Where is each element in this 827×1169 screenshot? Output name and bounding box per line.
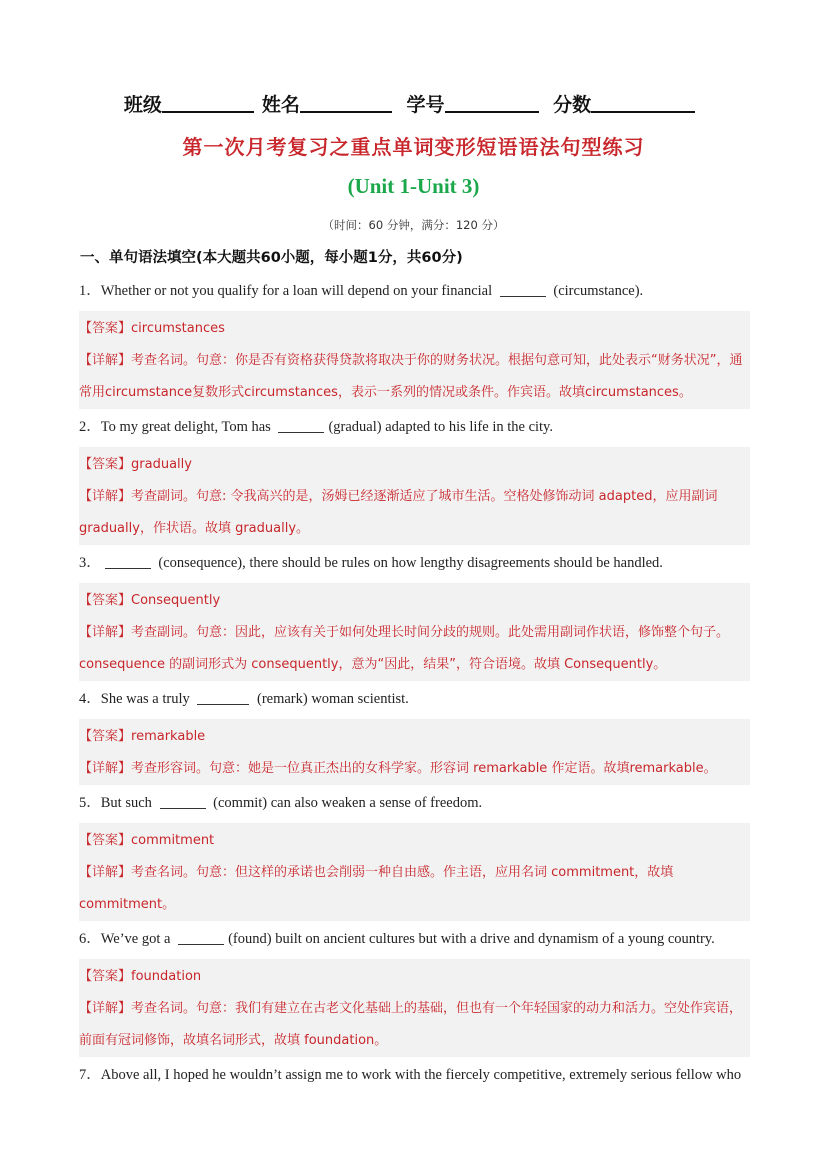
question-stem: 7．Above all, I hoped he wouldn’t assign me to work with the fiercely competitive, extremely serious fellow who bbox=[79, 1067, 742, 1083]
answer-box bbox=[79, 447, 750, 545]
question-item bbox=[79, 551, 750, 681]
detail-tag: 【详解】 bbox=[79, 489, 132, 504]
question-text bbox=[79, 1063, 750, 1095]
question-hint: (commit) can also weaken a sense of freedom. bbox=[213, 795, 483, 811]
answer-line bbox=[79, 585, 748, 617]
answer-blank bbox=[178, 930, 224, 945]
question-text bbox=[79, 415, 750, 447]
detail-text: 考查副词。句意：因此，应该有关于如何处理长时间分歧的规则。此处需用副词作状语，修饰整个句子。consequence 的副词形式为 consequently，意为“因此，结果”，符合语境。故填 Consequently。 bbox=[79, 625, 730, 672]
section-heading: 一、单句语法填空(本大题共60小题，每小题1分，共60分) bbox=[80, 250, 463, 266]
question-text bbox=[79, 927, 750, 959]
answer-box bbox=[79, 311, 750, 409]
answer-value: commitment bbox=[131, 833, 215, 848]
answer-blank bbox=[278, 418, 324, 433]
answer-value: gradually bbox=[131, 457, 192, 472]
score-label: 分数 bbox=[553, 94, 592, 116]
class-blank bbox=[162, 95, 254, 113]
question-stem: 2．To my great delight, Tom has bbox=[79, 419, 271, 435]
question-item bbox=[79, 927, 750, 1057]
question-hint: (found) built on ancient cultures but with a drive and dynamism of a young country. bbox=[228, 931, 715, 947]
number-label: 学号 bbox=[406, 94, 445, 116]
answer-tag: 【答案】 bbox=[79, 593, 132, 608]
question-stem: 5．But such bbox=[79, 795, 152, 811]
time-note: （时间：60 分钟，满分：120 分） bbox=[322, 218, 505, 232]
detail-line bbox=[79, 753, 748, 785]
detail-tag: 【详解】 bbox=[79, 353, 132, 368]
answer-value: remarkable bbox=[131, 729, 206, 744]
question-item bbox=[79, 687, 750, 785]
answer-tag: 【答案】 bbox=[79, 969, 132, 984]
answer-tag: 【答案】 bbox=[79, 833, 132, 848]
answer-value: foundation bbox=[131, 969, 202, 984]
detail-text: 考查名词。句意：我们有建立在古老文化基础上的基础，但也有一个年轻国家的动力和活力。空处作宾语，前面有冠词修饰，故填名词形式，故填 foundation。 bbox=[79, 1001, 743, 1048]
question-text bbox=[79, 687, 750, 719]
answer-value: circumstances bbox=[131, 321, 225, 336]
question-text bbox=[79, 279, 750, 311]
detail-text: 考查名词。句意：你是否有资格获得贷款将取决于你的财务状况。根据句意可知，此处表示“财务状况”，通常用circumstance复数形式circumstances，表示一系列的情况或条件。作宾语。故填circumstances。 bbox=[79, 353, 743, 400]
question-stem: 4．She was a truly bbox=[79, 691, 190, 707]
detail-text: 考查副词。句意: 令我高兴的是，汤姆已经逐渐适应了城市生活。空格处修饰动词 adapted，应用副词 gradually，作状语。故填 gradually。 bbox=[79, 489, 718, 536]
detail-text: 考查名词。句意：但这样的承诺也会削弱一种自由感。作主语，应用名词 commitment，故填commitment。 bbox=[79, 865, 674, 912]
detail-line bbox=[79, 481, 748, 545]
question-item bbox=[79, 279, 750, 409]
answer-line bbox=[79, 313, 748, 345]
question-stem: 1．Whether or not you qualify for a loan will depend on your financial bbox=[79, 283, 493, 299]
detail-text: 考查形容词。句意：她是一位真正杰出的女科学家。形容词 remarkable 作定语。故填remarkable。 bbox=[131, 761, 717, 776]
page-title: 第一次月考复习之重点单词变形短语语法句型练习 bbox=[182, 135, 645, 159]
page-subtitle: (Unit 1-Unit 3) bbox=[347, 174, 480, 198]
answer-tag: 【答案】 bbox=[79, 729, 132, 744]
detail-line bbox=[79, 993, 748, 1057]
detail-line bbox=[79, 857, 748, 921]
answer-line bbox=[79, 449, 748, 481]
class-label: 班级 bbox=[123, 94, 162, 116]
answer-box bbox=[79, 959, 750, 1057]
question-stem: 6．We’ve got a bbox=[79, 931, 171, 947]
answer-line bbox=[79, 721, 748, 753]
score-blank bbox=[591, 95, 695, 113]
question-item bbox=[79, 1063, 750, 1095]
student-info-line bbox=[0, 90, 827, 117]
answer-line bbox=[79, 961, 748, 993]
answer-tag: 【答案】 bbox=[79, 457, 132, 472]
answer-tag: 【答案】 bbox=[79, 321, 132, 336]
number-blank bbox=[445, 95, 539, 113]
detail-line bbox=[79, 345, 748, 409]
answer-line bbox=[79, 825, 748, 857]
question-item bbox=[79, 415, 750, 545]
answer-blank bbox=[500, 282, 546, 297]
question-text bbox=[79, 791, 750, 823]
answer-blank bbox=[160, 794, 206, 809]
question-list bbox=[79, 279, 750, 1095]
question-item bbox=[79, 791, 750, 921]
answer-box bbox=[79, 719, 750, 785]
detail-tag: 【详解】 bbox=[79, 1001, 132, 1016]
question-hint: (consequence), there should be rules on how lengthy disagreements should be handled. bbox=[158, 555, 663, 571]
detail-tag: 【详解】 bbox=[79, 865, 132, 880]
detail-line bbox=[79, 617, 748, 681]
question-hint: (remark) woman scientist. bbox=[257, 691, 409, 707]
question-text bbox=[79, 551, 750, 583]
name-label: 姓名 bbox=[261, 94, 300, 116]
question-hint: (circumstance). bbox=[553, 283, 644, 299]
detail-tag: 【详解】 bbox=[79, 761, 132, 776]
detail-tag: 【详解】 bbox=[79, 625, 132, 640]
question-stem: 3． bbox=[79, 555, 101, 571]
question-hint: (gradual) adapted to his life in the city. bbox=[328, 419, 553, 435]
name-blank bbox=[300, 95, 392, 113]
answer-blank bbox=[197, 690, 249, 705]
answer-blank bbox=[105, 554, 151, 569]
answer-box bbox=[79, 823, 750, 921]
answer-value: Consequently bbox=[131, 593, 221, 608]
answer-box bbox=[79, 583, 750, 681]
